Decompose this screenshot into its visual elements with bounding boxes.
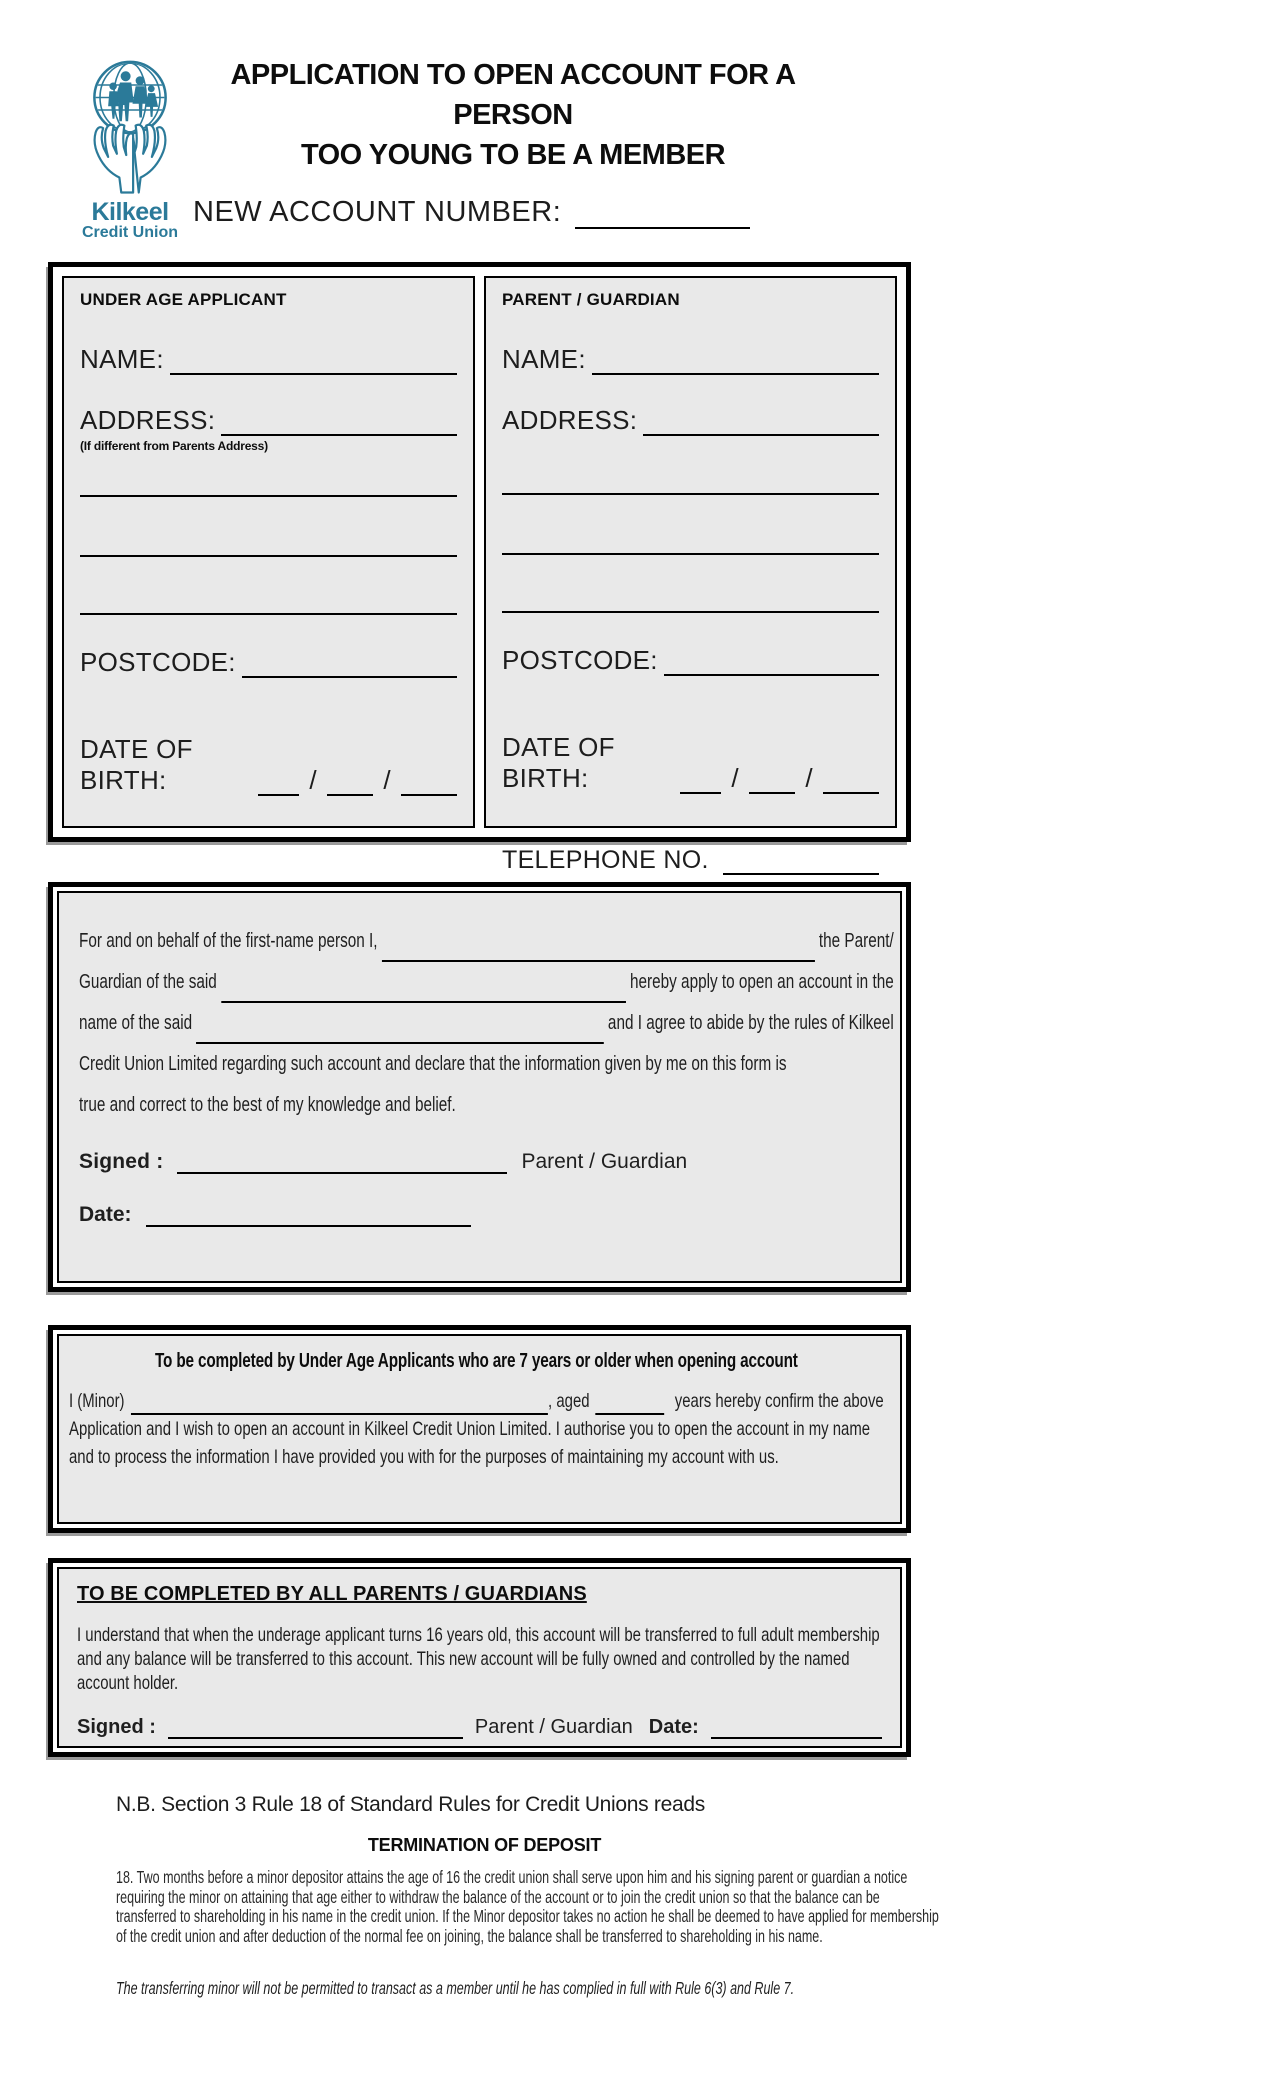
declaration-signed-row xyxy=(79,1150,880,1174)
guardian-dob-label: DATE OF BIRTH: xyxy=(502,732,615,793)
guardian-postcode-label: POSTCODE: xyxy=(502,645,658,675)
declaration-text: true and correct to the best of my knowledge and belief. xyxy=(79,1094,456,1116)
logo-name: Kilkeel xyxy=(91,198,169,226)
applicant-dob-row xyxy=(80,734,457,796)
date-label: Date: xyxy=(648,1716,699,1738)
parents-body-text: I understand that when the underage applicant turns 16 years old, this account will be transferred to full adult membership and any balance will be transferred to this account. This new account will be fully owned and controlled by the named account holder. xyxy=(77,1624,880,1694)
slash-separator: / xyxy=(383,765,391,795)
guardian-dob-row xyxy=(502,732,879,794)
guardian-address-line-3[interactable] xyxy=(502,553,879,555)
declaration-date-row xyxy=(79,1203,880,1227)
guardian-postcode-field[interactable] xyxy=(664,647,879,676)
minor-name-field-1[interactable] xyxy=(221,979,626,1003)
applicant-address-label: ADDRESS: xyxy=(80,405,216,435)
guardian-dob-month-field[interactable] xyxy=(749,765,795,794)
declaration-box xyxy=(57,891,902,1283)
applicant-postcode-label: POSTCODE: xyxy=(80,647,236,677)
slash-separator: / xyxy=(805,763,813,793)
applicant-address-field[interactable] xyxy=(221,407,457,436)
transfer-note-text: The transferring minor will not be permitted to transact as a member until he has complied in full with Rule 6(3) and Rule 7. xyxy=(116,1978,795,1998)
applicant-address-line-2[interactable] xyxy=(80,495,457,497)
parents-guardians-section xyxy=(48,1558,911,1757)
new-account-number-row xyxy=(193,196,793,229)
declaration-date-field[interactable] xyxy=(146,1203,471,1227)
title-line-2: TOO YOUNG TO BE A MEMBER xyxy=(300,139,726,171)
new-account-number-field[interactable] xyxy=(575,197,750,229)
guardian-address-field[interactable] xyxy=(643,407,879,436)
guardian-postcode-row xyxy=(502,645,879,676)
logo-subtitle: Credit Union xyxy=(82,224,178,241)
guardian-telephone-row xyxy=(502,846,879,875)
minor-text: I (Minor) xyxy=(69,1390,125,1412)
slash-separator: / xyxy=(309,765,317,795)
minor-confirmation-box xyxy=(57,1334,902,1524)
applicant-heading: UNDER AGE APPLICANT xyxy=(80,290,287,309)
applicant-dob-label: DATE OF BIRTH: xyxy=(80,734,193,795)
termination-heading: TERMINATION OF DEPOSIT xyxy=(367,1835,602,1855)
minor-confirmation-section xyxy=(48,1325,911,1533)
nb-note: N.B. Section 3 Rule 18 of Standard Rules for Credit Unions reads xyxy=(116,1793,705,1816)
guardian-dob-year-field[interactable] xyxy=(823,765,879,794)
under-age-applicant-box xyxy=(62,276,475,828)
rule-18-paragraph xyxy=(116,1868,1268,1946)
minor-text: years hereby confirm the above xyxy=(670,1390,884,1412)
guardian-telephone-label: TELEPHONE NO. xyxy=(502,846,709,874)
minor-body-text: Application and I wish to open an account in Kilkeel Credit Union Limited. I authorise you to open the account in my name and to process the information I have provided you with for the purposes of maintaining my account with us. xyxy=(69,1418,871,1468)
parents-section-heading: TO BE COMPLETED BY ALL PARENTS / GUARDIANS xyxy=(77,1583,587,1605)
rule-18-text: 18. Two months before a minor depositor attains the age of 16 the credit union shall serve upon him and his signing parent or guardian a notice requiring the minor on attaining that age either to withdraw the balance of the account or to join the credit union so that the balance can be transferred to shareholding in his name in the credit union. If the Minor depositor takes no action he shall be deemed to have applied for membership of the credit union and after deduction of the normal fee on joining, the balance shall be transferred to shareholding in his name. xyxy=(116,1867,939,1946)
title-line-1: APPLICATION TO OPEN ACCOUNT FOR A PERSON xyxy=(230,59,796,131)
applicant-address-note: (If different from Parents Address) xyxy=(80,439,268,453)
declaration-text: Credit Union Limited regarding such account and declare that the information given by me on this form is xyxy=(79,1053,787,1075)
signed-suffix: Parent / Guardian xyxy=(474,1716,633,1738)
minor-text: , aged xyxy=(548,1390,590,1412)
signed-suffix: Parent / Guardian xyxy=(521,1150,688,1174)
minor-age-field[interactable] xyxy=(596,1393,665,1415)
declaration-text: name of the said xyxy=(79,1012,197,1034)
applicant-dob-year-field[interactable] xyxy=(401,767,457,796)
guardian-address-line-2[interactable] xyxy=(502,493,879,495)
applicant-dob-month-field[interactable] xyxy=(327,767,373,796)
declaration-paragraph xyxy=(79,921,894,1126)
declaration-section xyxy=(48,882,911,1292)
minor-name-field[interactable] xyxy=(131,1393,548,1415)
declaration-text: the Parent/ xyxy=(814,930,894,952)
parents-guardians-box xyxy=(57,1567,902,1748)
parents-date-field[interactable] xyxy=(711,1716,882,1739)
declaration-text: and I agree to abide by the rules of Kilkeel xyxy=(603,1012,894,1034)
guardian-fullname-field[interactable] xyxy=(382,938,815,962)
minor-name-field-2[interactable] xyxy=(196,1020,603,1044)
applicant-postcode-field[interactable] xyxy=(242,649,457,678)
guardian-dob-day-field[interactable] xyxy=(680,765,722,794)
declaration-text: Guardian of the said xyxy=(79,971,222,993)
applicant-name-field[interactable] xyxy=(170,346,457,375)
guardian-address-row xyxy=(502,405,879,436)
guardian-name-field[interactable] xyxy=(592,346,879,375)
minor-line-1 xyxy=(69,1387,884,1415)
applicant-dob-day-field[interactable] xyxy=(258,767,300,796)
parents-signature-field[interactable] xyxy=(168,1716,463,1739)
guardian-address-line-4[interactable] xyxy=(502,611,879,613)
minor-section-heading: To be completed by Under Age Applicants who are 7 years or older when opening account xyxy=(154,1350,798,1372)
guardian-telephone-field[interactable] xyxy=(723,847,879,875)
declaration-text: hereby apply to open an account in the xyxy=(625,971,894,993)
guardian-heading: PARENT / GUARDIAN xyxy=(502,290,680,309)
guardian-name-row xyxy=(502,344,879,375)
applicant-guardian-section xyxy=(48,262,911,874)
applicant-address-line-4[interactable] xyxy=(80,613,457,615)
slash-separator: / xyxy=(731,763,739,793)
parent-guardian-box xyxy=(484,276,897,874)
guardian-name-label: NAME: xyxy=(502,344,586,374)
declaration-signature-field[interactable] xyxy=(177,1150,507,1174)
transfer-note xyxy=(116,1978,1268,1999)
applicant-name-row xyxy=(80,344,457,375)
applicant-name-label: NAME: xyxy=(80,344,164,374)
applicant-address-row xyxy=(80,405,457,436)
applicant-postcode-row xyxy=(80,647,457,678)
new-account-number-label: NEW ACCOUNT NUMBER: xyxy=(193,196,562,228)
declaration-text: For and on behalf of the first-name person I, xyxy=(79,930,382,952)
parents-signed-row xyxy=(77,1716,882,1739)
signed-label: Signed : xyxy=(77,1716,156,1738)
signed-label: Signed : xyxy=(79,1150,164,1174)
date-label: Date: xyxy=(79,1203,132,1227)
applicant-address-line-3[interactable] xyxy=(80,555,457,557)
guardian-address-label: ADDRESS: xyxy=(502,405,638,435)
page-title xyxy=(168,55,858,175)
